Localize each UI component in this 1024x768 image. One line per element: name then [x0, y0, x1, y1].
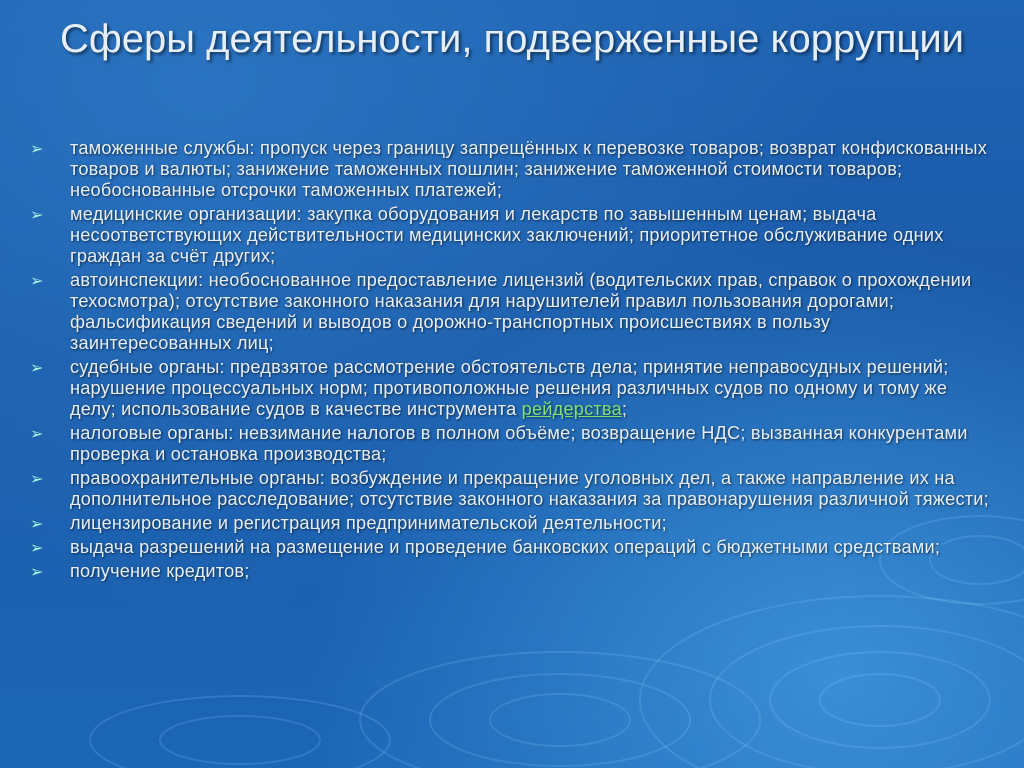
- bullet-text-tail: ;: [621, 399, 628, 419]
- bullet-text-main: правоохранительные органы: возбуждение и прекращение уголовных дел, а также направление их на дополнительное расследование; отсутствие законного наказания за правонарушения различной тяжести;: [70, 468, 989, 509]
- bullet-text-main: судебные органы: предвзятое рассмотрение обстоятельств дела; принятие неправосудных решений; нарушение процессуальных норм; противоположные решения различных судов по одному и тому же делу; использование судов в качестве инструмента: [70, 357, 949, 419]
- bullet-arrow-icon: ➢: [30, 424, 44, 443]
- bullet-arrow-icon: ➢: [30, 538, 44, 557]
- bullet-text: [70, 468, 990, 510]
- bullet-item: [30, 204, 990, 267]
- raiding-link[interactable]: рейдерства: [521, 399, 622, 419]
- bullet-list: [30, 138, 990, 585]
- bullet-text: [70, 270, 990, 354]
- bullet-item: [30, 513, 990, 534]
- bullet-item: [30, 537, 990, 558]
- bullet-item: [30, 270, 990, 354]
- bullet-arrow-icon: ➢: [30, 514, 44, 533]
- bullet-arrow-icon: ➢: [30, 205, 44, 224]
- bullet-item: [30, 357, 990, 420]
- bullet-arrow-icon: ➢: [30, 358, 44, 377]
- bullet-item: [30, 468, 990, 510]
- bullet-text-main: медицинские организации: закупка оборудования и лекарств по завышенным ценам; выдача несоответствующих действительности медицинских заключений; приоритетное обслуживание одних граждан за счёт других;: [70, 204, 944, 266]
- bullet-text-main: получение кредитов;: [70, 561, 250, 581]
- bullet-text: [70, 513, 990, 534]
- bullet-text: [70, 138, 990, 201]
- bullet-item: [30, 423, 990, 465]
- bullet-item: [30, 138, 990, 201]
- bullet-arrow-icon: ➢: [30, 469, 44, 488]
- bullet-text: [70, 561, 990, 582]
- bullet-text: [70, 537, 990, 558]
- bullet-text-main: таможенные службы: пропуск через границу запрещённых к перевозке товаров; возврат конфискованных товаров и валюты; занижение таможенных пошлин; занижение таможенной стоимости товаров; необоснованные отсрочки таможенных платежей;: [70, 138, 987, 200]
- bullet-text: [70, 204, 990, 267]
- bullet-item: [30, 561, 990, 582]
- bullet-text-main: выдача разрешений на размещение и проведение банковских операций с бюджетными средствами;: [70, 537, 941, 557]
- bullet-text-main: налоговые органы: невзимание налогов в полном объёме; возвращение НДС; вызванная конкурентами проверка и остановка производства;: [70, 423, 968, 464]
- bullet-arrow-icon: ➢: [30, 271, 44, 290]
- slide-title: Сферы деятельности, подверженные коррупции: [59, 17, 965, 61]
- bullet-arrow-icon: ➢: [30, 139, 44, 158]
- bullet-arrow-icon: ➢: [30, 562, 44, 581]
- bullet-text: [70, 423, 990, 465]
- bullet-text-main: автоинспекции: необоснованное предоставление лицензий (водительских прав, справок о прохождении техосмотра); отсутствие законного наказания для нарушителей правил пользования дорогами; фальсификация сведений и выводов о дорожно-транспортных происшествиях в пользу заинтересованных лиц;: [70, 270, 972, 353]
- bullet-text-main: лицензирование и регистрация предпринимательской деятельности;: [70, 513, 667, 533]
- bullet-text: [70, 357, 990, 420]
